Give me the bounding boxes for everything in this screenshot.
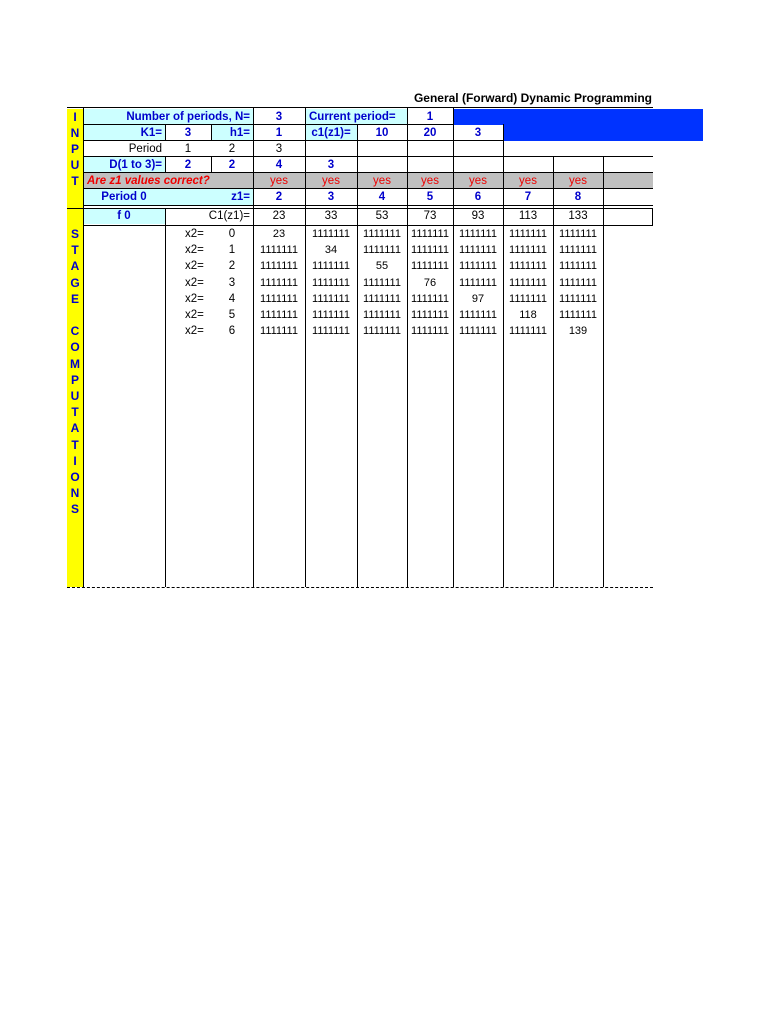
stage-letter: G bbox=[70, 275, 80, 290]
stage-letter: T bbox=[71, 243, 79, 258]
x2-label: x2= bbox=[185, 309, 204, 321]
period-label: Period bbox=[128, 143, 162, 155]
demand-value[interactable]: 4 bbox=[275, 159, 283, 171]
grid-line bbox=[67, 208, 653, 209]
stage-value: 1111111 bbox=[260, 244, 298, 257]
stage-value: 1111111 bbox=[459, 309, 497, 321]
stage-value: 1111111 bbox=[312, 228, 350, 240]
grid-line bbox=[357, 124, 358, 587]
stage-letter: A bbox=[70, 259, 80, 274]
sheet-title: General (Forward) Dynamic Programming bbox=[413, 91, 652, 105]
stage-value: 1111111 bbox=[559, 309, 597, 321]
period-number: 2 bbox=[228, 143, 236, 155]
x2-value: 3 bbox=[228, 276, 236, 289]
stage-value: 76 bbox=[423, 276, 437, 289]
x2-label: x2= bbox=[185, 325, 204, 338]
stage-value: 1111111 bbox=[559, 260, 597, 273]
period-number: 1 bbox=[184, 143, 192, 155]
h1-value[interactable]: 1 bbox=[275, 127, 283, 139]
stage-value: 1111111 bbox=[363, 309, 401, 321]
check-answer: yes bbox=[322, 175, 340, 187]
stage-letter: C bbox=[70, 324, 80, 339]
grid-line bbox=[83, 172, 653, 173]
c1z1-value: 33 bbox=[324, 210, 338, 222]
stage-value: 1111111 bbox=[312, 325, 350, 338]
stage-value: 1111111 bbox=[312, 292, 350, 305]
stage-value: 1111111 bbox=[559, 244, 597, 257]
grid-line bbox=[211, 124, 212, 140]
stage-value: 1111111 bbox=[509, 325, 547, 338]
c1z1-value: 73 bbox=[423, 210, 437, 222]
stage-value: 1111111 bbox=[509, 228, 547, 240]
z1-value: 5 bbox=[426, 191, 434, 203]
stage-value: 1111111 bbox=[459, 244, 497, 257]
grid-line bbox=[83, 156, 653, 157]
c1z1-value: 93 bbox=[471, 210, 485, 222]
grid-line bbox=[652, 208, 653, 226]
check-answer: yes bbox=[421, 175, 439, 187]
stage-letter: O bbox=[70, 340, 80, 355]
stage-value: 1111111 bbox=[509, 260, 547, 273]
stage-value: 1111111 bbox=[312, 276, 350, 289]
stage-value: 34 bbox=[324, 244, 338, 257]
grid-line bbox=[165, 124, 166, 140]
stage-value: 1111111 bbox=[363, 292, 401, 305]
stage-value: 1111111 bbox=[559, 276, 597, 289]
stage-value: 1111111 bbox=[411, 244, 449, 257]
period-number: 3 bbox=[275, 143, 283, 155]
x2-value: 5 bbox=[228, 309, 236, 321]
stage-value: 1111111 bbox=[459, 228, 497, 240]
stage-value: 1111111 bbox=[411, 325, 449, 338]
stage-value: 1111111 bbox=[312, 260, 350, 273]
grid-line bbox=[83, 225, 653, 226]
z1-value: 2 bbox=[275, 191, 283, 203]
h1-label: h1= bbox=[211, 125, 253, 141]
stage-value: 1111111 bbox=[260, 292, 298, 305]
stage-value: 1111111 bbox=[363, 244, 401, 257]
grid-line bbox=[67, 107, 653, 108]
demand-value[interactable]: 2 bbox=[228, 159, 236, 171]
stage-letter: A bbox=[70, 421, 80, 436]
stage-value: 1111111 bbox=[509, 244, 547, 257]
c1-label: c1(z1)= bbox=[305, 125, 357, 141]
x2-label: x2= bbox=[185, 276, 204, 289]
stage-value: 1111111 bbox=[363, 325, 401, 338]
z1-value: 4 bbox=[378, 191, 386, 203]
demand-value[interactable]: 3 bbox=[327, 159, 335, 171]
z1-value: 8 bbox=[574, 191, 582, 203]
c1z1-label: C1(z1)= bbox=[208, 210, 250, 222]
z1-value: 3 bbox=[327, 191, 335, 203]
k1-value[interactable]: 3 bbox=[184, 127, 192, 139]
demand-value[interactable]: 2 bbox=[184, 159, 192, 171]
stage-value: 1111111 bbox=[260, 276, 298, 289]
stage-value: 1111111 bbox=[363, 228, 401, 240]
x2-label: x2= bbox=[185, 244, 204, 257]
stage-value: 1111111 bbox=[312, 309, 350, 321]
stage-letter: P bbox=[70, 372, 79, 387]
stage-value: 1111111 bbox=[363, 276, 401, 289]
c1z1-value: 113 bbox=[518, 210, 538, 222]
c1z1-value: 23 bbox=[272, 210, 286, 222]
check-answer: yes bbox=[270, 175, 288, 187]
stage-value: 1111111 bbox=[411, 260, 449, 273]
stage-value: 1111111 bbox=[411, 292, 449, 305]
c1z1-value: 53 bbox=[375, 210, 389, 222]
current-period-value[interactable]: 1 bbox=[426, 111, 434, 123]
stage-value: 1111111 bbox=[260, 260, 298, 273]
grid-line bbox=[165, 208, 166, 587]
grid-line bbox=[553, 156, 554, 587]
grid-line bbox=[83, 124, 453, 125]
stage-value: 1111111 bbox=[559, 292, 597, 305]
current-period-label: Current period= bbox=[305, 109, 407, 125]
input-letter: T bbox=[71, 174, 79, 188]
stage-value: 1111111 bbox=[559, 228, 597, 240]
stage-value: 1111111 bbox=[411, 228, 449, 240]
stage-value: 55 bbox=[375, 260, 389, 273]
stage-letter: M bbox=[70, 356, 80, 371]
input-letter: N bbox=[70, 126, 80, 140]
k1-label: K1= bbox=[83, 125, 165, 141]
stage-value: 139 bbox=[568, 325, 588, 338]
periods-label: Number of periods, N= bbox=[83, 109, 253, 125]
stage-letter: T bbox=[71, 437, 79, 452]
stage-value: 1111111 bbox=[260, 309, 298, 321]
x2-value: 4 bbox=[228, 292, 236, 305]
grid-line bbox=[83, 188, 653, 189]
check-label: Are z1 values correct? bbox=[87, 175, 210, 187]
stage-value: 1111111 bbox=[411, 309, 449, 321]
stage-value: 1111111 bbox=[459, 276, 497, 289]
stage-value: 1111111 bbox=[509, 276, 547, 289]
grid-line bbox=[407, 107, 408, 587]
c1z1-value: 133 bbox=[568, 210, 588, 222]
stage-value: 23 bbox=[272, 228, 286, 240]
input-letter: P bbox=[70, 142, 79, 156]
grid-line bbox=[503, 124, 504, 587]
input-letter: U bbox=[70, 158, 80, 172]
bottom-border bbox=[67, 587, 653, 588]
stage-letter: S bbox=[70, 227, 79, 241]
z1-value: 7 bbox=[524, 191, 532, 203]
x2-value: 6 bbox=[228, 325, 236, 338]
c1-value[interactable]: 10 bbox=[375, 127, 389, 139]
period0-label: Period 0 bbox=[83, 189, 165, 205]
grid-line bbox=[453, 107, 454, 587]
stage-value: 118 bbox=[519, 309, 537, 321]
stage-letter: T bbox=[71, 405, 79, 420]
grid-line bbox=[165, 156, 166, 172]
grid-line bbox=[83, 140, 503, 141]
x2-label: x2= bbox=[185, 292, 204, 305]
stage-letter: U bbox=[70, 389, 80, 403]
stage-value: 1111111 bbox=[459, 260, 497, 273]
grid-line bbox=[603, 156, 604, 587]
x2-label: x2= bbox=[185, 260, 204, 273]
x2-value: 0 bbox=[228, 228, 236, 240]
c1-value[interactable]: 3 bbox=[453, 125, 503, 141]
demand-label: D(1 to 3)= bbox=[83, 157, 165, 173]
stage-letter: O bbox=[70, 470, 80, 484]
c1-value[interactable]: 20 bbox=[423, 127, 437, 139]
stage-value: 97 bbox=[471, 292, 485, 305]
stage-value: 1111111 bbox=[459, 325, 497, 338]
z1-value: 6 bbox=[474, 191, 482, 203]
z1-label: z1= bbox=[165, 189, 253, 205]
check-answer: yes bbox=[373, 175, 391, 187]
stage-letter: S bbox=[70, 502, 79, 517]
x2-label: x2= bbox=[185, 228, 204, 240]
stage-letter: E bbox=[70, 291, 79, 306]
periods-value[interactable]: 3 bbox=[275, 111, 283, 123]
x2-value: 1 bbox=[228, 244, 236, 257]
grid-line bbox=[83, 205, 653, 206]
x2-value: 2 bbox=[228, 260, 236, 273]
check-answer: yes bbox=[519, 175, 537, 187]
stage-value: 1111111 bbox=[509, 292, 547, 305]
f0-label: f 0 bbox=[83, 208, 165, 224]
stage-letter: N bbox=[70, 486, 80, 501]
stage-letter: I bbox=[73, 453, 77, 468]
stage-value: 1111111 bbox=[260, 325, 298, 338]
input-letter: I bbox=[73, 110, 77, 124]
grid-line bbox=[83, 107, 84, 587]
grid-line bbox=[253, 107, 254, 587]
grid-line bbox=[211, 156, 212, 172]
grid-line bbox=[305, 107, 306, 587]
check-answer: yes bbox=[569, 175, 587, 187]
check-answer: yes bbox=[469, 175, 487, 187]
